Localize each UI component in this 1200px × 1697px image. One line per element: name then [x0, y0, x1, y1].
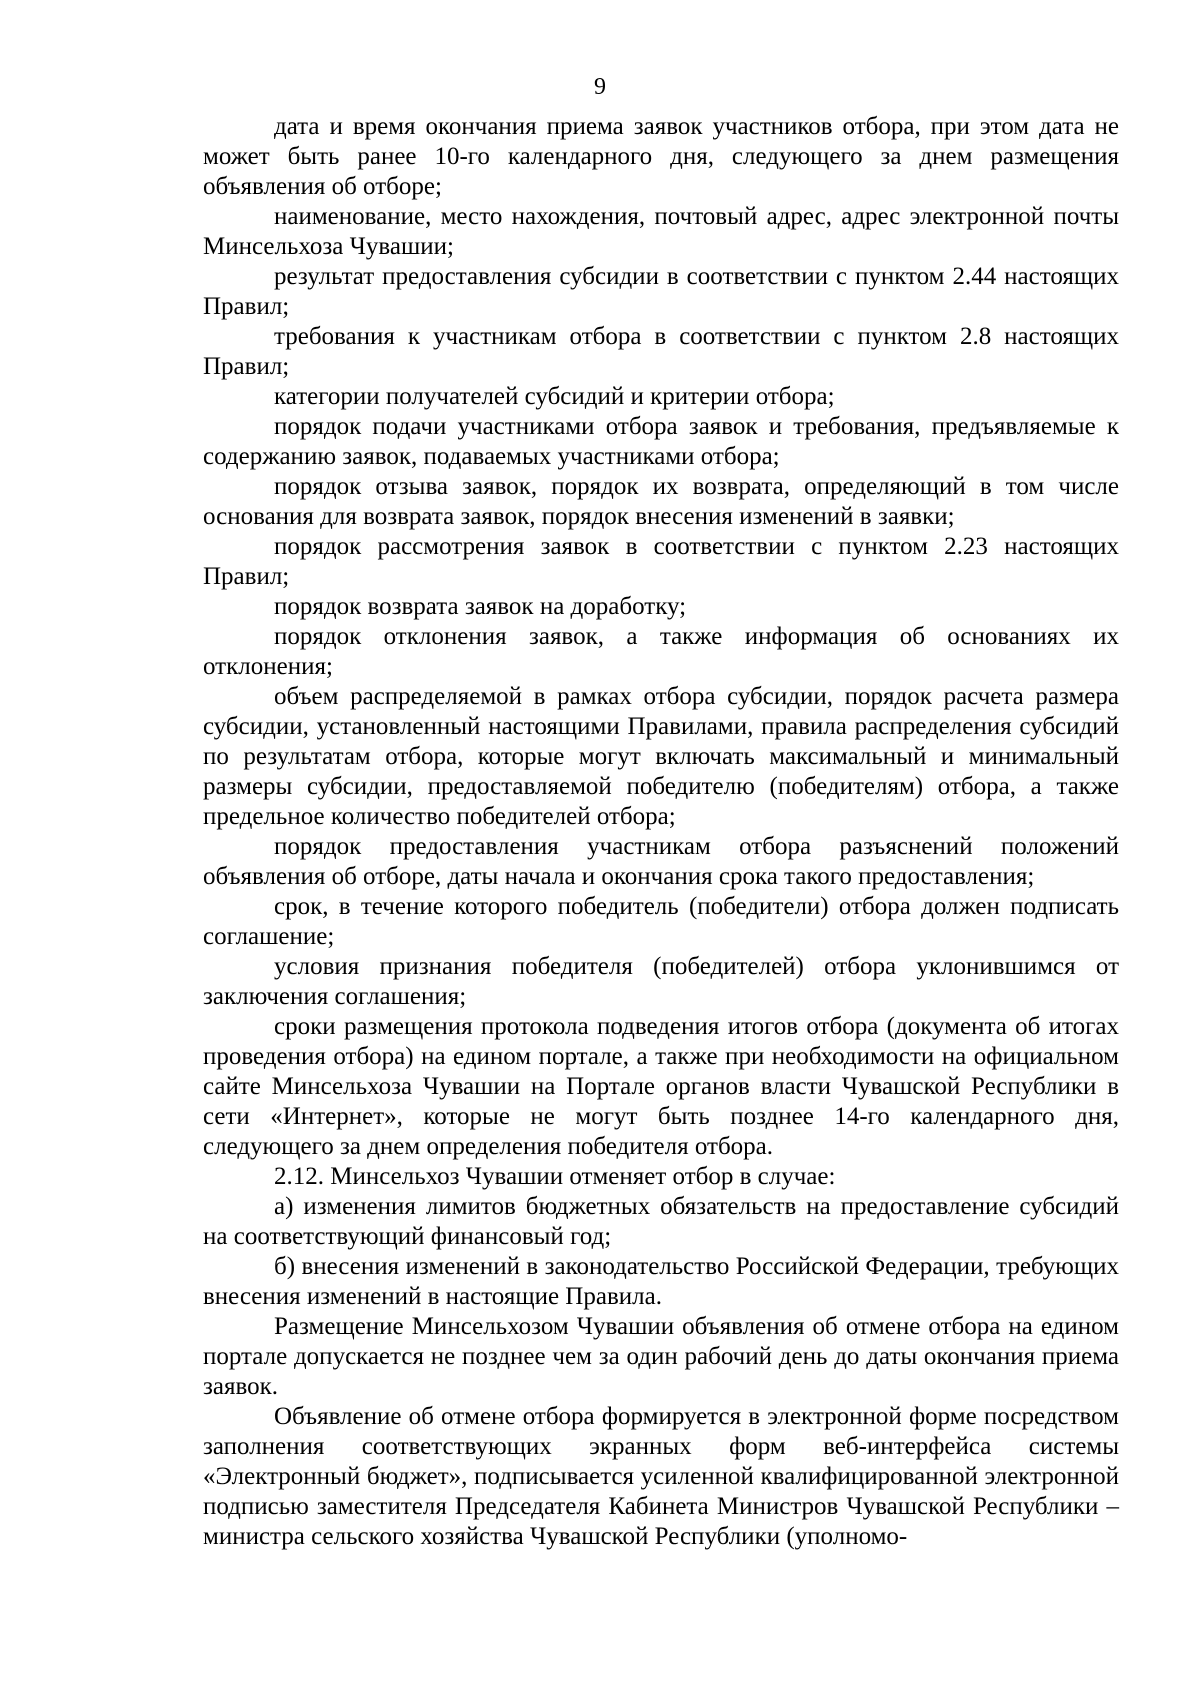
paragraph: Размещение Минсельхозом Чувашии объявления об отмене отбора на едином портале допускается не позднее чем за один рабочий день до даты окончания приема заявок.	[203, 1313, 1119, 1400]
paragraph: условия признания победителя (победителей) отбора уклонившимся от заключения соглашения;	[203, 953, 1119, 1010]
document-body	[203, 112, 1119, 1552]
paragraph: порядок возврата заявок на доработку;	[274, 593, 687, 620]
paragraph: требования к участникам отбора в соответствии с пунктом 2.8 настоящих Правил;	[203, 323, 1119, 380]
paragraph: объем распределяемой в рамках отбора субсидии, порядок расчета размера субсидии, установленный настоящими Правилами, правила распределения субсидий по результатам отбора, которые могут включать максимальный и минимальный размеры субсидии, предоставляемой победителю (победителям) отбора, а также предельное количество победителей отбора;	[203, 683, 1119, 830]
paragraph: порядок предоставления участникам отбора разъяснений положений объявления об отборе, даты начала и окончания срока такого предоставления;	[203, 833, 1119, 890]
paragraph: категории получателей субсидий и критерии отбора;	[274, 383, 835, 410]
paragraph: порядок подачи участниками отбора заявок и требования, предъявляемые к содержанию заявок, подаваемых участниками отбора;	[203, 413, 1119, 470]
page-number: 9	[594, 74, 606, 100]
paragraph: результат предоставления субсидии в соответствии с пунктом 2.44 настоящих Правил;	[203, 263, 1119, 320]
paragraph: Объявление об отмене отбора формируется в электронной форме посредством заполнения соответствующих экранных форм веб-интерфейса системы «Электронный бюджет», подписывается усиленной квалифицированной электронной подписью заместителя Председателя Кабинета Министров Чувашской Республики – министра сельского хозяйства Чувашской Республики (уполномо-	[203, 1403, 1119, 1550]
paragraph: б) внесения изменений в законодательство Российской Федерации, требующих внесения изменений в настоящие Правила.	[203, 1253, 1119, 1310]
paragraph: порядок отзыва заявок, порядок их возврата, определяющий в том числе основания для возврата заявок, порядок внесения изменений в заявки;	[203, 473, 1119, 530]
paragraph: а) изменения лимитов бюджетных обязательств на предоставление субсидий на соответствующий финансовый год;	[203, 1193, 1119, 1250]
paragraph: дата и время окончания приема заявок участников отбора, при этом дата не может быть ранее 10-го календарного дня, следующего за днем размещения объявления об отборе;	[203, 113, 1119, 200]
paragraph: порядок отклонения заявок, а также информация об основаниях их отклонения;	[203, 623, 1119, 680]
paragraph: порядок рассмотрения заявок в соответствии с пунктом 2.23 настоящих Правил;	[203, 533, 1119, 590]
section-heading: 2.12. Минсельхоз Чувашии отменяет отбор в случае:	[274, 1163, 836, 1190]
paragraph: наименование, место нахождения, почтовый адрес, адрес электронной почты Минсельхоза Чувашии;	[203, 203, 1119, 260]
paragraph: срок, в течение которого победитель (победители) отбора должен подписать соглашение;	[203, 893, 1119, 950]
paragraph: сроки размещения протокола подведения итогов отбора (документа об итогах проведения отбора) на едином портале, а также при необходимости на официальном сайте Минсельхоза Чувашии на Портале органов власти Чувашской Республики в сети «Интернет», которые не могут быть позднее 14-го календарного дня, следующего за днем определения победителя отбора.	[203, 1013, 1119, 1160]
